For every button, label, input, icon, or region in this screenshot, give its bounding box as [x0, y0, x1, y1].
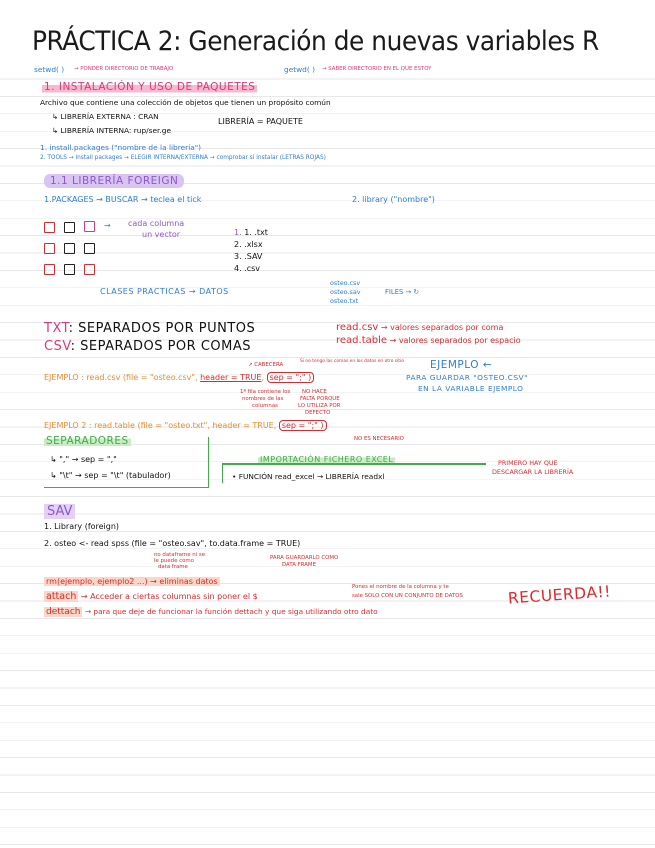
sav-note-2a: PARA GUARDARLO COMO: [270, 555, 339, 561]
separator-comma: ↳ "," → sep = ",": [50, 455, 117, 464]
note-sep: Si no tengo las comas en los datos en otro sitio: [300, 359, 404, 364]
example-1: EJEMPLO : read.csv (file = "osteo.csv", header = TRUE, sep = ";" ): [44, 374, 314, 382]
file-osteo-txt: osteo.txt: [330, 297, 359, 305]
install-step-1: 1. install.packages ("nombre de la librería"): [40, 143, 202, 152]
note-nohace-3: LO UTILIZA POR: [298, 403, 341, 409]
example-2: EJEMPLO 2 : read.table (file = "osteo.txt", header = TRUE, sep = ";" ): [44, 422, 327, 430]
getwd-desc: → SABER DIRECTORIO EN EL QUE ESTOY: [322, 66, 432, 72]
sav-step-1: 1. Library (foreign): [44, 522, 120, 531]
read-csv-note: read.csv → valores separados por coma: [336, 322, 504, 333]
column-note-2: un vector: [142, 230, 181, 239]
library-equals-package: LIBRERÍA = PAQUETE: [218, 117, 303, 126]
checkbox: [64, 264, 75, 275]
clases-practicas: CLASES PRACTICAS → DATOS: [100, 287, 229, 296]
not-necessary-note: NO ES NECESARIO: [354, 436, 404, 442]
txt-line: TXT: SEPARADOS POR PUNTOS: [44, 321, 256, 336]
checkbox: [44, 264, 55, 275]
getwd-label: getwd( ): [284, 65, 315, 74]
checkbox: [64, 243, 75, 254]
excel-warning-1: PRIMERO HAY QUE: [498, 459, 558, 467]
checkbox: [84, 243, 95, 254]
note-cabecera: ↗ CABECERA: [248, 362, 284, 368]
package-definition: Archivo que contiene una colección de objetos que tienen un propósito común: [40, 98, 331, 107]
detach-line: dettach → para que deje de funcionar la función dettach y que siga utilizando otro dato: [46, 607, 378, 617]
library-step: 2. library ("nombre"): [352, 195, 435, 204]
file-osteo-sav: osteo.sav: [330, 288, 361, 296]
arrow-icon: →: [104, 221, 111, 230]
note-fila-1: 1ª fila contiene los: [240, 389, 291, 395]
column-note-1: cada columna: [128, 219, 185, 228]
note-fila-2: nombres de las: [242, 396, 284, 402]
setwd-desc: → PONDER DIRECTORIO DE TRABAJO: [74, 66, 174, 72]
attach-note-2: sale SOLO CON UN CONJUNTO DE DATOS: [352, 593, 463, 599]
external-library: ↳ LIBRERÍA EXTERNA : CRAN: [52, 112, 159, 121]
sav-step-2: 2. osteo <- read spss (file = "osteo.sav", to.data.frame = TRUE): [44, 539, 301, 548]
checkbox: [84, 264, 95, 275]
separator-tab: ↳ "\t" → sep = "\t" (tabulador): [50, 471, 171, 480]
attach-note-1: Pones el nombre de la columna y te: [352, 584, 449, 590]
format-item: 1. 1. .txt: [234, 228, 268, 237]
section-1-1-heading: 1.1 LIBRERÍA FOREIGN: [44, 176, 184, 187]
file-osteo-csv: osteo.csv: [330, 279, 361, 287]
ejemplo-line-2: EN LA VARIABLE EJEMPLO: [418, 384, 524, 393]
checkbox: [64, 222, 75, 233]
sav-note-1a: no dataframe ni se: [154, 552, 206, 558]
files-refresh: FILES → ↻: [385, 288, 420, 296]
note-nohace-1: NO HACE: [302, 389, 327, 395]
excel-heading: IMPORTACIÓN FICHERO EXCEL: [260, 455, 394, 464]
excel-function: • FUNCIÓN read_excel → LIBRERÍA readxl: [232, 472, 385, 481]
note-nohace-2: FALTA PORQUE: [300, 396, 340, 402]
ejemplo-heading: EJEMPLO ←: [430, 359, 493, 371]
format-item: 3. .SAV: [234, 252, 263, 261]
install-step-2: 2. TOOLS → install packages → ELEGIR INTERNA/EXTERNA → comprobar si instalar (LETRAS ROJAS): [40, 155, 326, 161]
checkbox: [44, 243, 55, 254]
format-item: 2. .xlsx: [234, 240, 263, 249]
ejemplo-line-1: PARA GUARDAR "OSTEO.CSV": [406, 373, 528, 382]
recuerda: RECUERDA!!: [507, 582, 612, 608]
section-1-heading: 1. INSTALACIÓN Y USO DE PAQUETES: [44, 81, 256, 93]
packages-steps: 1.PACKAGES → BUSCAR → teclea el tick: [44, 195, 202, 204]
read-table-note: read.table → valores separados por espacio: [336, 335, 521, 346]
sav-note-1b: le puede como: [154, 558, 194, 564]
sav-heading: SAV: [44, 505, 75, 518]
separadores-heading: SEPARADORES: [46, 435, 129, 447]
attach-line: attach → Acceder a ciertas columnas sin poner el $: [46, 591, 258, 602]
excel-warning-2: DESCARGAR LA LIBRERÍA: [492, 468, 574, 476]
checkbox: [84, 221, 95, 232]
checkbox: [44, 222, 55, 233]
sav-note-1c: data frame: [158, 564, 188, 570]
page-title: PRÁCTICA 2: Generación de nuevas variables R: [32, 26, 599, 57]
setwd-label: setwd( ): [34, 65, 65, 74]
format-item: 4. .csv: [234, 264, 261, 273]
note-fila-3: columnas: [252, 403, 278, 409]
sav-note-2b: DATA FRAME: [282, 562, 316, 568]
rm-line: rm(ejemplo, ejemplo2 ...) → eliminas datos: [46, 577, 218, 586]
csv-line: CSV: SEPARADOS POR COMAS: [44, 339, 251, 354]
internal-library: ↳ LIBRERÍA INTERNA: rup/ser.ge: [52, 126, 172, 135]
note-nohace-4: DEFECTO: [305, 410, 331, 416]
